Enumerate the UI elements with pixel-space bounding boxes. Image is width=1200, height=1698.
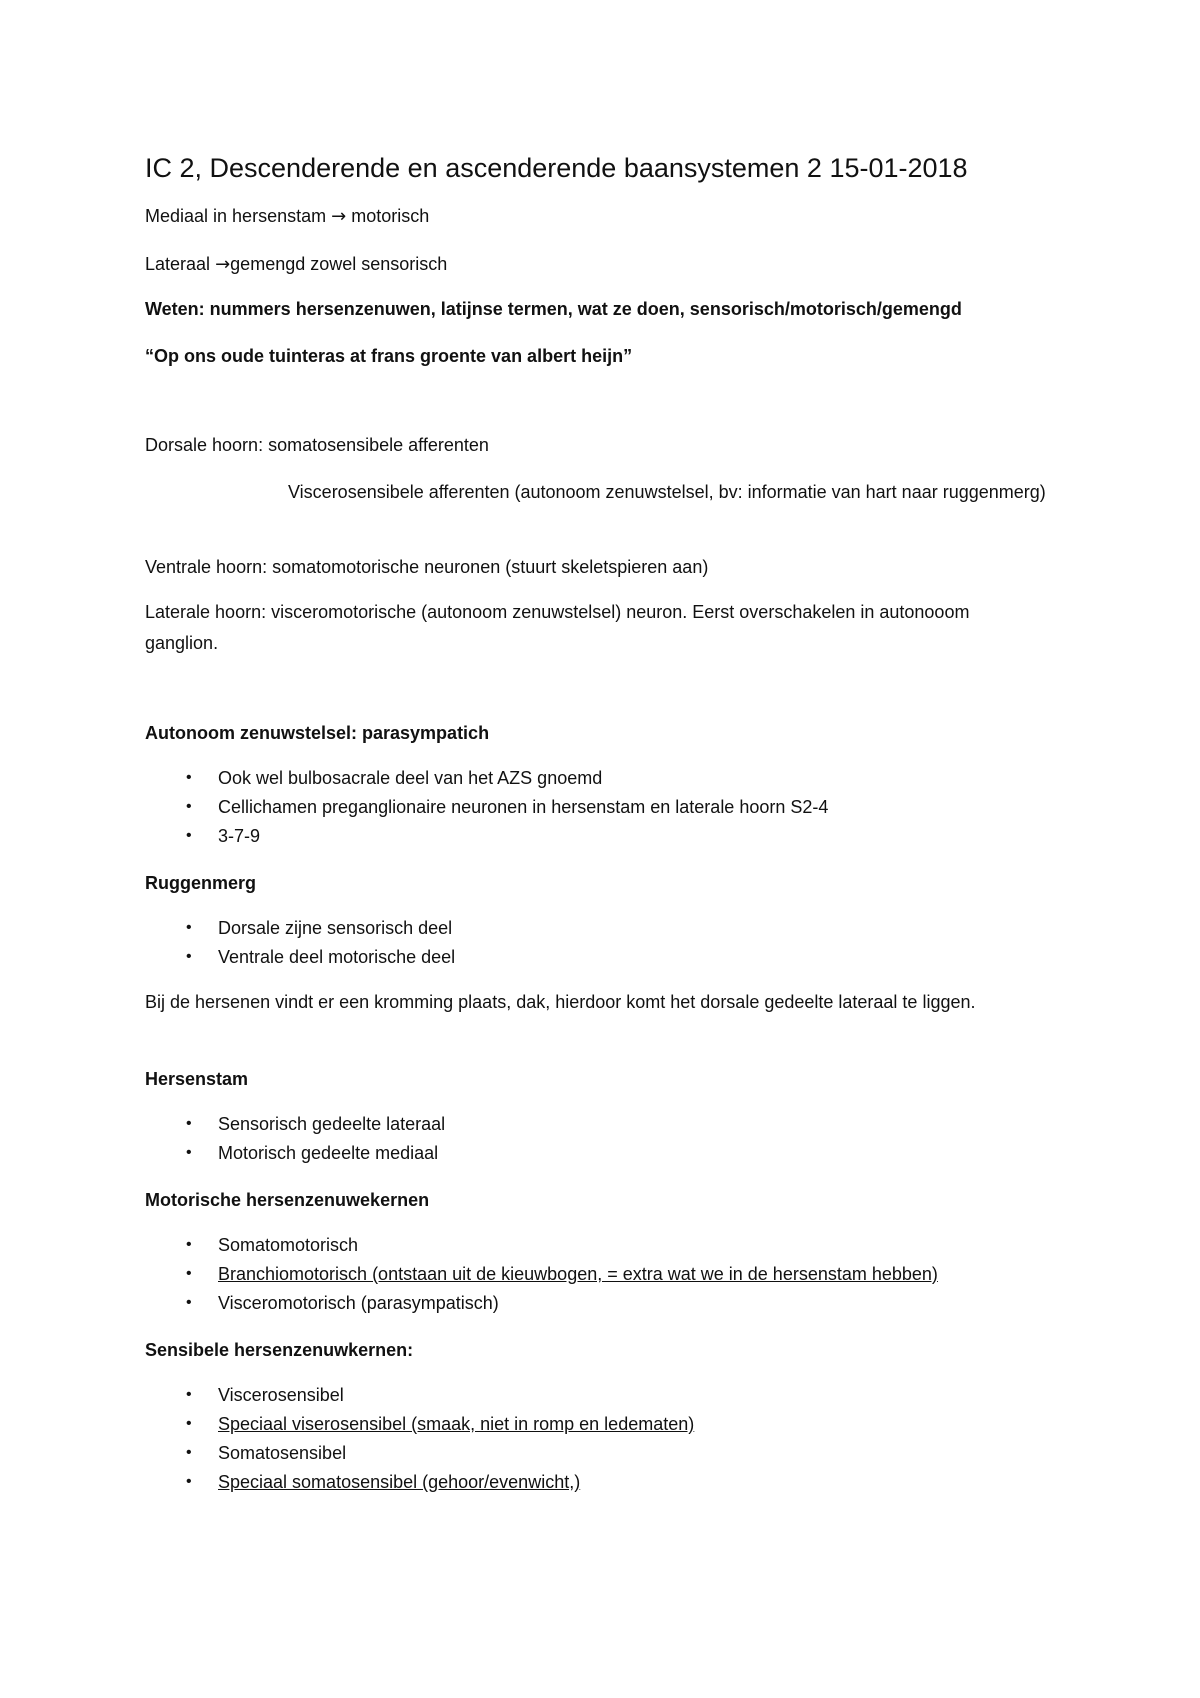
list-item: • Speciaal somatosensibel (gehoor/evenwicht,)	[186, 1472, 581, 1492]
intro-line-lateraal	[145, 253, 447, 276]
weten-line: Weten: nummers hersenzenuwen, latijnse termen, wat ze doen, sensorisch/motorisch/gemengd	[145, 299, 962, 319]
bullet-icon: •	[186, 1444, 192, 1461]
heading-hersenstam: Hersenstam	[145, 1069, 249, 1089]
heading-motorische: Motorische hersenzenuwekernen	[145, 1190, 430, 1210]
list-item: • Somatomotorisch	[186, 1235, 359, 1255]
bullet-icon: •	[186, 827, 192, 844]
list-item: • Ventrale deel motorische deel	[186, 947, 456, 967]
list-item: • Dorsale zijne sensorisch deel	[186, 918, 453, 938]
lateraal-text: Lateraal	[145, 254, 211, 274]
ventrale-hoorn-line: Ventrale hoorn: somatomotorische neuronen (stuurt skeletspieren aan)	[145, 557, 709, 577]
bullet-icon: •	[186, 1294, 192, 1311]
bullet-icon: •	[186, 1415, 192, 1432]
mediaal-text: Mediaal in hersenstam	[145, 206, 327, 226]
hersenstam-list	[145, 1112, 445, 1170]
heading-ruggenmerg: Ruggenmerg	[145, 873, 257, 893]
bullet-icon: •	[186, 1265, 192, 1282]
viscerosensibele-paragraph: Viscerosensibele afferenten (autonoom zenuwstelsel, bv: informatie van hart naar ruggenmerg)	[288, 482, 1046, 502]
bullet-icon: •	[186, 1473, 192, 1490]
list-item: • Cellichamen preganglionaire neuronen in hersenstam en laterale hoorn S2-4	[186, 797, 829, 817]
bullet-icon: •	[186, 948, 192, 965]
list-item: • 3-7-9	[186, 826, 261, 846]
list-item: • Visceromotorisch (parasympatisch)	[186, 1293, 499, 1313]
motorische-list	[145, 1233, 938, 1320]
dorsale-hoorn-line: Dorsale hoorn: somatosensibele afferenten	[145, 435, 489, 455]
sensibele-list	[145, 1383, 694, 1499]
bullet-icon: •	[186, 1386, 192, 1403]
laterale-hoorn-paragraph: Laterale hoorn: visceromotorische (autonoom zenuwstelsel) neuron. Eerst overschakelen in autonooom ganglion.	[145, 602, 970, 653]
bullet-icon: •	[186, 798, 192, 815]
heading-autonoom: Autonoom zenuwstelsel: parasympatich	[145, 723, 490, 743]
autonoom-list	[145, 766, 828, 853]
kromming-paragraph: Bij de hersenen vindt er een kromming plaats, dak, hierdoor komt het dorsale gedeelte lateraal te liggen.	[145, 992, 976, 1012]
heading-sensibele: Sensibele hersenzenuwkernen:	[145, 1340, 414, 1360]
list-item: • Sensorisch gedeelte lateraal	[186, 1114, 446, 1134]
list-item: • Speciaal viserosensibel (smaak, niet in romp en ledematen)	[186, 1414, 695, 1434]
list-item: • Ook wel bulbosacrale deel van het AZS gnoemd	[186, 768, 603, 788]
bullet-icon: •	[186, 769, 192, 786]
intro-line-mediaal	[145, 205, 429, 228]
ezelsbrug-line: “Op ons oude tuinteras at frans groente van albert heijn”	[145, 346, 633, 366]
list-item: • Branchiomotorisch (ontstaan uit de kieuwbogen, = extra wat we in de hersenstam hebben)	[186, 1264, 938, 1284]
arrow-right-icon: →	[331, 206, 347, 227]
list-item: • Somatosensibel	[186, 1443, 347, 1463]
list-item: • Viscerosensibel	[186, 1385, 344, 1405]
ruggenmerg-list	[145, 916, 455, 974]
document-title: IC 2, Descenderende en ascenderende baansystemen 2 15-01-2018	[145, 153, 968, 183]
arrow-right-icon: →	[215, 254, 231, 275]
bullet-icon: •	[186, 919, 192, 936]
bullet-icon: •	[186, 1115, 192, 1132]
motorisch-text: motorisch	[351, 206, 430, 226]
bullet-icon: •	[186, 1144, 192, 1161]
gemengd-text: gemengd zowel sensorisch	[230, 254, 448, 274]
bullet-icon: •	[186, 1236, 192, 1253]
list-item: • Motorisch gedeelte mediaal	[186, 1143, 439, 1163]
